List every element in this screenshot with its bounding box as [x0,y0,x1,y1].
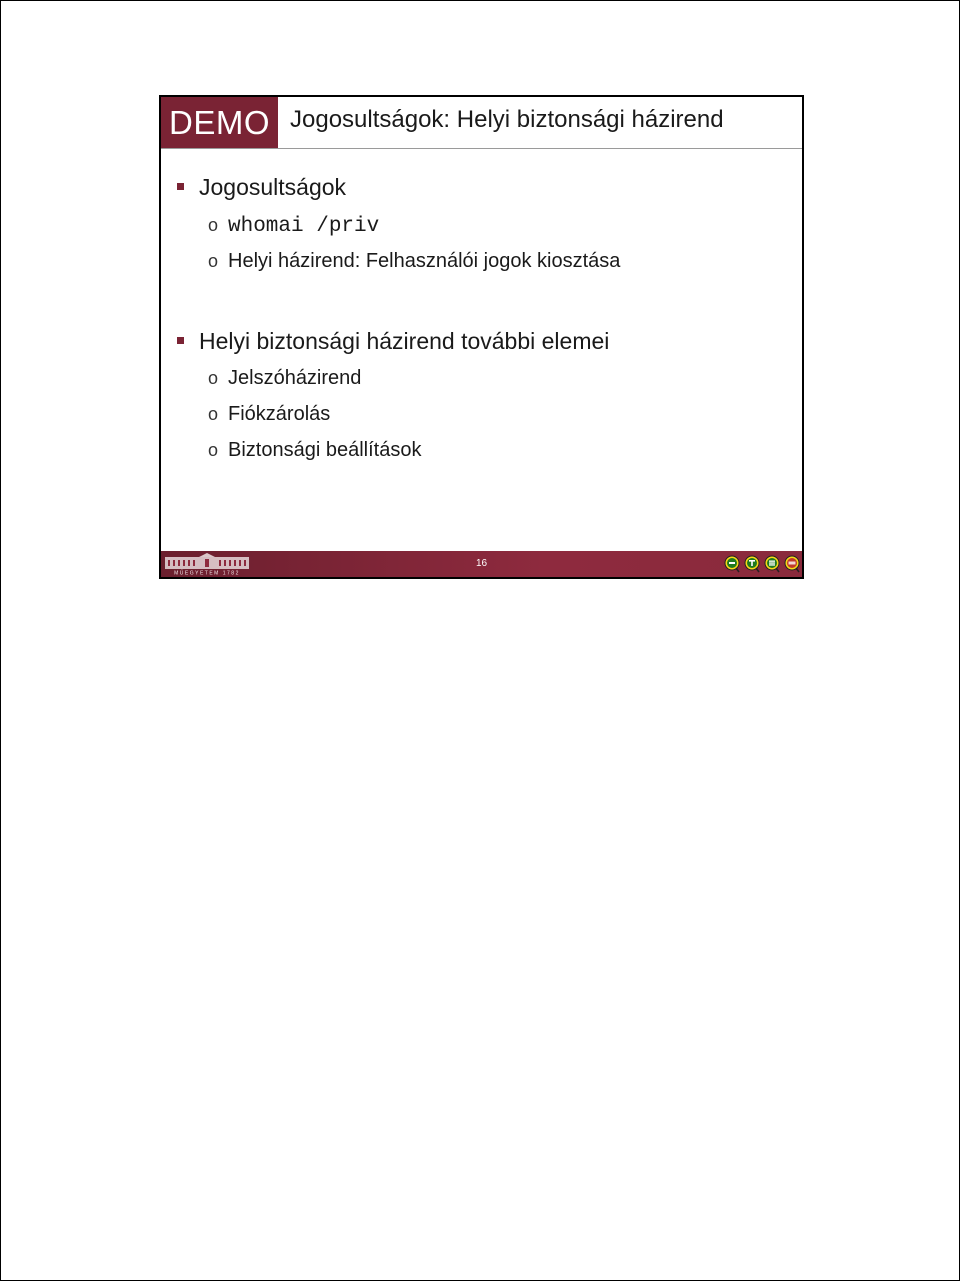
ftsrg-logo-group [724,554,800,574]
bullet-heading-security-policy [177,328,609,355]
square-bullet-icon [177,183,184,190]
bullet-heading-permissions [177,174,346,201]
circle-bullet-icon: o [208,215,219,235]
logo-caption: MŰEGYETEM 1782 [174,570,240,575]
slide-content [161,97,802,577]
square-bullet-icon [177,337,184,344]
sub-item-text: whomai /priv [228,215,380,238]
circle-bullet-icon: o [208,251,219,271]
ftsrg-s-icon [764,555,780,573]
bullet-heading-text: Helyi biztonsági házirend további elemei [199,328,610,354]
slide-footer [161,551,802,577]
bullet-heading-text: Jogosultságok [199,174,347,200]
slide [159,95,804,579]
slide-title: Jogosultságok: Helyi biztonsági házirend [290,106,724,133]
sub-item-account-lockout [208,403,330,426]
page-number: 16 [475,558,488,569]
sub-item-text: Helyi házirend: Felhasználói jogok kiosztása [228,250,621,272]
circle-bullet-icon: o [208,404,219,424]
ftsrg-f-icon [724,555,740,573]
circle-bullet-icon: o [208,440,219,460]
ftsrg-t-icon [744,555,760,573]
circle-bullet-icon: o [208,368,219,388]
sub-item-whoami [208,214,379,238]
ftsrg-rg-icon [784,555,800,573]
demo-badge: DEMO [161,97,278,148]
sub-item-text: Fiókzárolás [228,403,331,425]
sub-item-text: Biztonsági beállítások [228,439,422,461]
sub-item-text: Jelszóházirend [228,367,362,389]
sub-item-local-policy [208,250,620,273]
sub-item-security-options [208,439,421,462]
sub-item-password-policy [208,367,361,390]
